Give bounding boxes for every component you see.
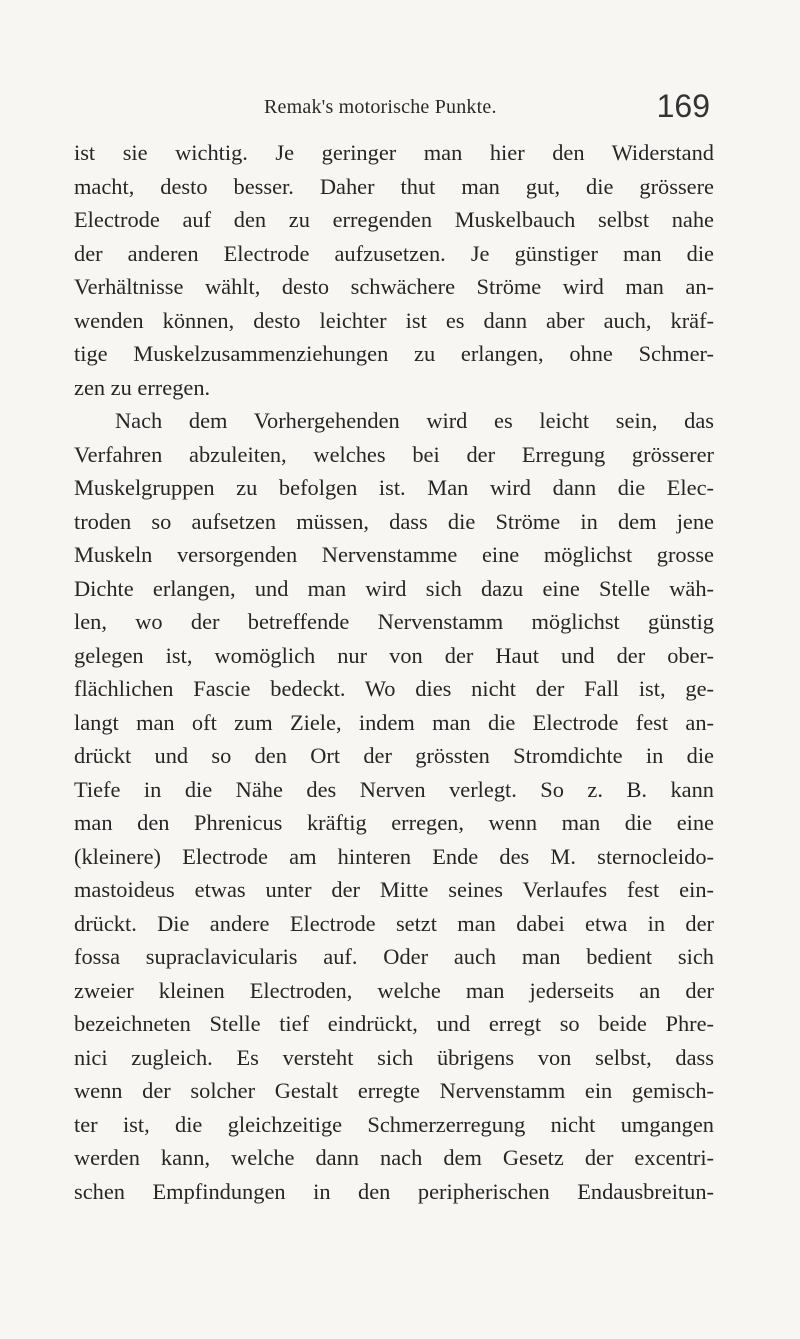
text-line: nici zugleich. Es versteht sich übrigens von selbst, dass: [74, 1044, 714, 1070]
body-text: [74, 136, 714, 1208]
text-line: wenden können, desto leichter ist es dann aber auch, kräf-: [74, 307, 714, 333]
text-line: tige Muskelzusammenziehungen zu erlangen, ohne Schmer-: [74, 341, 714, 366]
text-line: ist sie wichtig. Je geringer man hier den Widerstand: [74, 140, 714, 165]
text-line: mastoideus etwas unter der Mitte seines Verlaufes fest ein-: [74, 877, 714, 902]
text-line: flächlichen Fascie bedeckt. Wo dies nicht der Fall ist, ge-: [74, 676, 714, 701]
text-line: Tiefe in die Nähe des Nerven verlegt. So z. B. kann: [74, 776, 714, 802]
text-line: wenn der solcher Gestalt erregte Nervenstamm ein gemisch-: [74, 1078, 714, 1103]
text-line: der anderen Electrode aufzusetzen. Je günstiger man die: [74, 240, 714, 266]
text-line: Verhältnisse wählt, desto schwächere Ströme wird man an-: [74, 274, 714, 299]
text-line: Dichte erlangen, und man wird sich dazu eine Stelle wäh-: [74, 575, 714, 601]
text-line: zweier kleinen Electroden, welche man jederseits an der: [74, 977, 714, 1003]
text-line: Nach dem Vorhergehenden wird es leicht sein, das: [115, 408, 714, 433]
page-number: 169: [656, 88, 710, 124]
text-line: Muskelgruppen zu befolgen ist. Man wird dann die Elec-: [74, 475, 714, 500]
running-head: [74, 88, 710, 128]
text-line: drückt. Die andere Electrode setzt man dabei etwa in der: [74, 910, 714, 936]
text-line: ter ist, die gleichzeitige Schmerzerregung nicht umgangen: [74, 1111, 714, 1137]
text-line: werden kann, welche dann nach dem Gesetz der excentri-: [74, 1145, 714, 1170]
text-line: schen Empfindungen in den peripherischen Endausbreitun-: [74, 1178, 714, 1204]
text-line: drückt und so den Ort der grössten Stromdichte in die: [74, 743, 714, 768]
text-line: Verfahren abzuleiten, welches bei der Erregung grösserer: [74, 441, 714, 467]
text-line: len, wo der betreffende Nervenstamm möglichst günstig: [74, 609, 714, 634]
running-title: Remak's motorische Punkte.: [264, 96, 497, 118]
text-line: troden so aufsetzen müssen, dass die Ströme in dem jene: [74, 508, 714, 534]
text-line: macht, desto besser. Daher thut man gut, die grössere: [74, 173, 714, 199]
text-line: Electrode auf den zu erregenden Muskelbauch selbst nahe: [74, 207, 714, 232]
text-line: gelegen ist, womöglich nur von der Haut und der ober-: [74, 642, 714, 668]
text-line: langt man oft zum Ziele, indem man die Electrode fest an-: [74, 709, 714, 735]
text-line: Muskeln versorgenden Nervenstamme eine möglichst grosse: [74, 542, 714, 567]
text-line: bezeichneten Stelle tief eindrückt, und erregt so beide Phre-: [74, 1011, 714, 1036]
text-line: fossa supraclavicularis auf. Oder auch man bedient sich: [74, 944, 714, 969]
text-line: zen zu erregen.: [74, 374, 211, 400]
text-line: (kleinere) Electrode am hinteren Ende des M. sternocleido-: [74, 843, 714, 869]
text-line: man den Phrenicus kräftig erregen, wenn man die eine: [74, 810, 714, 835]
